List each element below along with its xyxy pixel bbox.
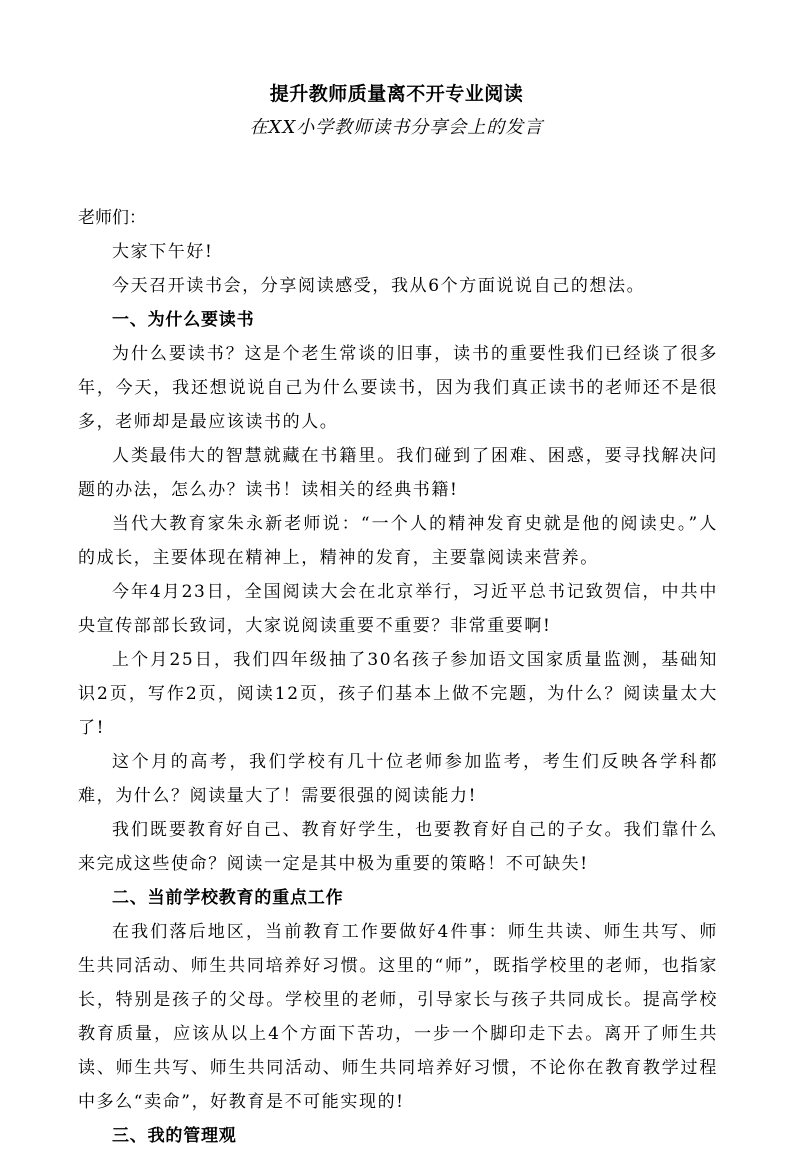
paragraph: 当代大教育家朱永新老师说：“一个人的精神发育史就是他的阅读史。”人的成长，主要体现在精神上，精神的发育，主要靠阅读来营养。	[78, 514, 718, 568]
paragraph-greeting: 大家下午好!	[112, 242, 214, 262]
paragraph: 我们既要教育好自己、教育好学生，也要教育好自己的子女。我们靠什么来完成这些使命？阅读一定是其中极为重要的策略！不可缺失!	[78, 820, 718, 874]
paragraph: 上个月25日，我们四年级抽了30名孩子参加语文国家质量监测，基础知识2页，写作2页，阅读12页，孩子们基本上做不完题，为什么？阅读量太大了!	[78, 650, 718, 738]
document-title: 提升教师质量离不开专业阅读	[269, 83, 524, 105]
paragraph: 这个月的高考，我们学校有几十位老师参加监考，考生们反映各学科都难，为什么？阅读量大了！需要很强的阅读能力!	[78, 752, 718, 806]
section-heading-2: 二、当前学校教育的重点工作	[112, 888, 344, 908]
paragraph: 为什么要读书？这是个老生常谈的旧事，读书的重要性我们已经谈了很多年，今天，我还想说说自己为什么要读书，因为我们真正读书的老师还不是很多，老师却是最应该读书的人。	[78, 344, 718, 432]
paragraph: 人类最伟大的智慧就藏在书籍里。我们碰到了困难、困惑，要寻找解决问题的办法，怎么办？读书！读相关的经典书籍!	[78, 446, 718, 500]
salutation: 老师们：	[78, 208, 146, 228]
section-heading-3: 三、我的管理观	[112, 1126, 237, 1146]
paragraph: 今年4月23日，全国阅读大会在北京举行，习近平总书记致贺信，中共中央宣传部部长致词，大家说阅读重要不重要？非常重要啊!	[78, 582, 718, 636]
paragraph-intro: 今天召开读书会，分享阅读感受，我从6个方面说说自己的想法。	[112, 276, 646, 296]
document-body	[78, 201, 718, 1153]
document-subtitle: 在XX小学教师读书分享会上的发言	[249, 117, 544, 138]
paragraph: 在我们落后地区，当前教育工作要做好4件事：师生共读、师生共写、师生共同活动、师生共同培养好习惯。这里的“师”，既指学校里的老师，也指家长，特别是孩子的父母。学校里的老师，引导家长与孩子共同成长。提高学校教育质量，应该从以上4个方面下苦功，一步一个脚印走下去。离开了师生共读、师生共写、师生共同活动、师生共同培养好习惯，不论你在教育教学过程中多么“卖命”，好教育是不可能实现的!	[78, 922, 718, 1112]
section-heading-1: 一、为什么要读书	[112, 310, 255, 330]
